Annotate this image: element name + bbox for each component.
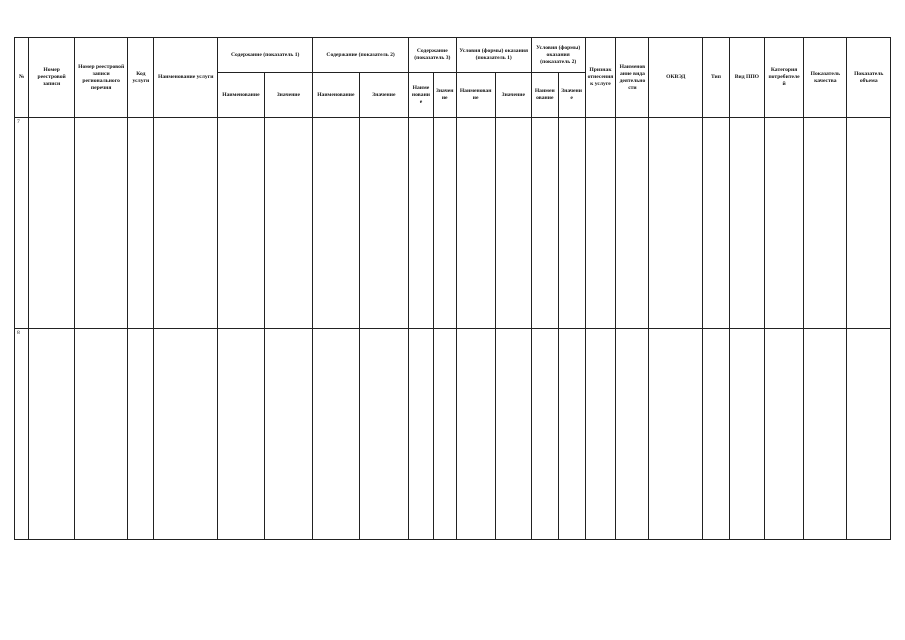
table-row — [15, 329, 891, 540]
cell-category — [764, 329, 803, 540]
cell-c2-name — [313, 329, 359, 540]
registry-page — [14, 37, 891, 540]
cell-c1-name — [218, 118, 264, 329]
cell-okved — [649, 118, 703, 329]
cell-service-code — [128, 118, 154, 329]
cell-quality — [804, 118, 847, 329]
cell-volume — [847, 329, 891, 540]
header-num: № — [15, 38, 29, 118]
cell-c2-value — [359, 329, 409, 540]
subheader-cond2-name: Наименование — [531, 73, 558, 118]
header-reg-number: Номер реестровой записи — [29, 38, 74, 118]
cell-num: 8 — [15, 329, 29, 540]
header-type: Тип — [703, 38, 730, 118]
subheader-c1-name: Наименование — [218, 73, 264, 118]
cell-type — [703, 329, 730, 540]
subheader-c2-value: Значение — [359, 73, 409, 118]
cell-cond2-name — [531, 329, 558, 540]
header-ppo: Вид ППО — [729, 38, 764, 118]
cell-volume — [847, 118, 891, 329]
header-content-1: Содержание (показатель 1) — [218, 38, 313, 73]
cell-activity — [616, 118, 649, 329]
header-category: Категория потребителей — [764, 38, 803, 118]
cell-c2-value — [359, 118, 409, 329]
header-conditions-2: Условия (формы) оказания (показатель 2) — [531, 38, 585, 73]
cell-ppo — [729, 118, 764, 329]
subheader-cond2-value: Значение — [558, 73, 585, 118]
cell-c1-name — [218, 329, 264, 540]
subheader-cond1-value: Значение — [495, 73, 531, 118]
subheader-c3-name: Наименование — [409, 73, 434, 118]
cell-num: 7 — [15, 118, 29, 329]
cell-category — [764, 118, 803, 329]
cell-quality — [804, 329, 847, 540]
cell-reg-number — [29, 329, 74, 540]
cell-service-name — [154, 329, 218, 540]
cell-reg-number-first — [74, 118, 128, 329]
cell-cond2-name — [531, 118, 558, 329]
header-service-code: Код услуги — [128, 38, 154, 118]
cell-cond1-value — [495, 329, 531, 540]
cell-paid-flag — [585, 329, 616, 540]
cell-cond1-value — [495, 118, 531, 329]
header-service-name: Наименование услуги — [154, 38, 218, 118]
subheader-c2-name: Наименование — [313, 73, 359, 118]
cell-c1-value — [264, 118, 313, 329]
cell-reg-number-first — [74, 329, 128, 540]
header-reg-number-first: Номер реестровой записи регионального перечня — [74, 38, 128, 118]
cell-c3-value — [433, 118, 456, 329]
header-content-3: Содержание (показатель 3) — [409, 38, 456, 73]
cell-cond1-name — [456, 118, 495, 329]
cell-c3-name — [409, 118, 434, 329]
table-row — [15, 118, 891, 329]
cell-service-name — [154, 118, 218, 329]
registry-table — [14, 37, 891, 540]
cell-paid-flag — [585, 118, 616, 329]
header-paid-flag: Признак отнесения к услуге — [585, 38, 616, 118]
cell-ppo — [729, 329, 764, 540]
cell-c3-name — [409, 329, 434, 540]
subheader-c3-value: Значение — [433, 73, 456, 118]
cell-okved — [649, 329, 703, 540]
header-okved: ОКВЭД — [649, 38, 703, 118]
header-conditions-1: Условия (формы) оказания (показатель 1) — [456, 38, 531, 73]
cell-type — [703, 118, 730, 329]
subheader-c1-value: Значение — [264, 73, 313, 118]
subheader-cond1-name: Наименование — [456, 73, 495, 118]
cell-reg-number — [29, 118, 74, 329]
header-volume: Показатель объема — [847, 38, 891, 118]
header-quality: Показатель качества — [804, 38, 847, 118]
cell-cond2-value — [558, 118, 585, 329]
cell-cond1-name — [456, 329, 495, 540]
cell-c2-name — [313, 118, 359, 329]
header-activity: Наименование вида деятельности — [616, 38, 649, 118]
cell-c1-value — [264, 329, 313, 540]
cell-service-code — [128, 329, 154, 540]
cell-c3-value — [433, 329, 456, 540]
header-content-2: Содержание (показатель 2) — [313, 38, 409, 73]
cell-activity — [616, 329, 649, 540]
cell-cond2-value — [558, 329, 585, 540]
